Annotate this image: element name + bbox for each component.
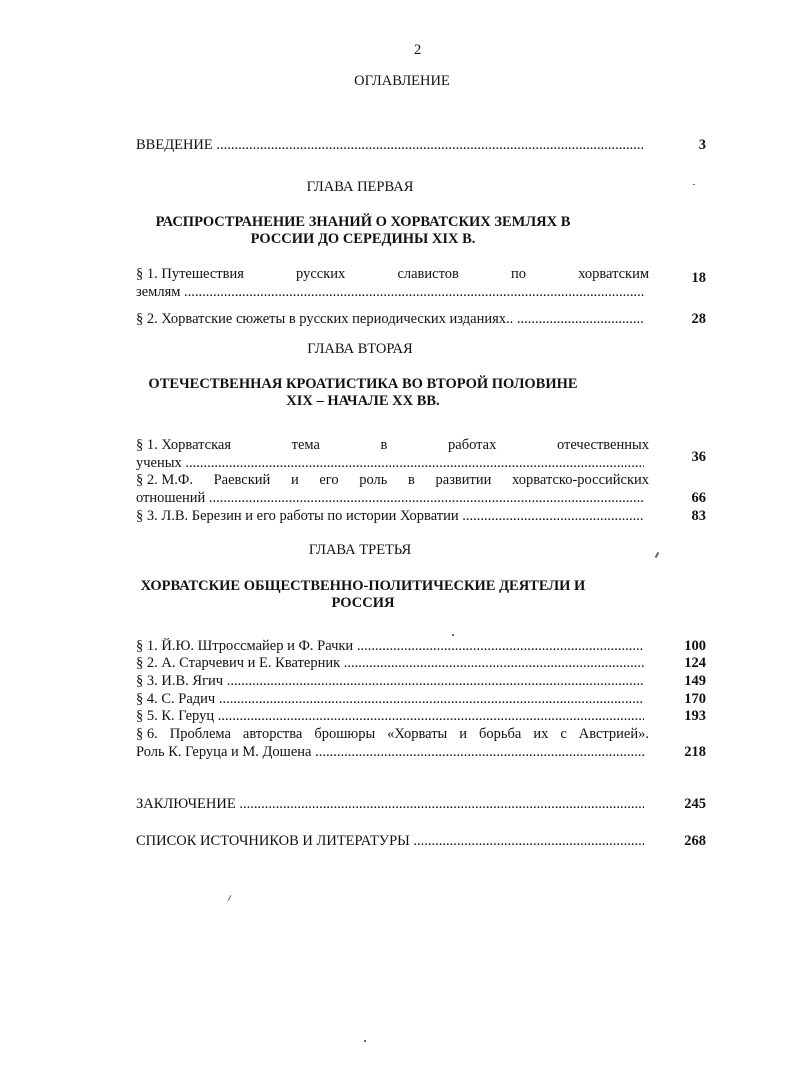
toc-entry-conclusion[interactable]: ЗАКЛЮЧЕНИЕ ..... bbox=[136, 796, 644, 813]
toc-entry-2-1[interactable]: § 1. Хорватская тема в работах отечественных bbox=[136, 437, 649, 453]
toc-page-2-1: 36 bbox=[691, 449, 706, 465]
toc-entry-1-1-line2[interactable]: землям ..... bbox=[136, 284, 644, 301]
toc-entry-1-2[interactable]: § 2. Хорватские сюжеты в русских периодических изданиях.. ..... bbox=[136, 311, 644, 328]
page-number: 2 bbox=[414, 42, 422, 58]
toc-entry-3-3[interactable]: § 3. И.В. Ягич ..... bbox=[136, 673, 644, 690]
chapter-heading-2: ГЛАВА ВТОРАЯ bbox=[307, 341, 413, 357]
scan-speck bbox=[693, 184, 695, 185]
toc-page-3-5: 193 bbox=[684, 708, 706, 724]
chapter-title-3-line2: РОССИЯ bbox=[331, 595, 395, 611]
toc-entry-3-6-line2[interactable]: Роль К. Геруца и М. Дошена ..... bbox=[136, 744, 644, 761]
chapter-title-1-line2: РОССИИ ДО СЕРЕДИНЫ XIX В. bbox=[250, 231, 476, 247]
toc-page-3-2: 124 bbox=[684, 655, 706, 671]
toc-entry-intro[interactable]: ВВЕДЕНИЕ ..... bbox=[136, 137, 644, 154]
toc-entry-2-3[interactable]: § 3. Л.В. Березин и его работы по истории Хорватии ..... bbox=[136, 508, 644, 525]
toc-entry-2-1-line2[interactable]: ученых ..... bbox=[136, 455, 644, 472]
toc-entry-2-2[interactable]: § 2. М.Ф. Раевский и его роль в развитии хорватско-российских bbox=[136, 472, 650, 488]
scan-speck bbox=[364, 1040, 366, 1042]
toc-page-1-1: 18 bbox=[691, 270, 706, 286]
toc-page-intro: 3 bbox=[698, 137, 706, 153]
toc-page-sources: 268 bbox=[684, 833, 706, 849]
chapter-title-2: ОТЕЧЕСТВЕННАЯ КРОАТИСТИКА ВО ВТОРОЙ ПОЛОВИНЕ bbox=[148, 376, 578, 392]
scan-speck bbox=[452, 634, 454, 636]
toc-entry-sources[interactable]: СПИСОК ИСТОЧНИКОВ И ЛИТЕРАТУРЫ ..... bbox=[136, 833, 644, 850]
toc-page-3-1: 100 bbox=[684, 638, 706, 654]
toc-entry-1-1[interactable]: § 1. Путешествия русских славистов по хорватским bbox=[136, 266, 650, 282]
chapter-heading-3: ГЛАВА ТРЕТЬЯ bbox=[308, 542, 412, 558]
toc-page-3-3: 149 bbox=[684, 673, 706, 689]
scan-speck bbox=[228, 895, 232, 901]
toc-page-1-2: 28 bbox=[691, 311, 706, 327]
toc-page-2-3: 83 bbox=[691, 508, 706, 524]
chapter-title-1: РАСПРОСТРАНЕНИЕ ЗНАНИЙ О ХОРВАТСКИХ ЗЕМЛЯХ В bbox=[155, 214, 571, 230]
toc-page-3-6: 218 bbox=[684, 744, 706, 760]
toc-entry-3-5[interactable]: § 5. К. Геруц ..... bbox=[136, 708, 644, 725]
chapter-title-3: ХОРВАТСКИЕ ОБЩЕСТВЕННО-ПОЛИТИЧЕСКИЕ ДЕЯТЕЛИ И bbox=[140, 578, 586, 594]
toc-page-conclusion: 245 bbox=[684, 796, 706, 812]
toc-entry-3-4[interactable]: § 4. С. Радич ..... bbox=[136, 691, 644, 708]
toc-entry-2-2-line2[interactable]: отношений ..... bbox=[136, 490, 644, 507]
page-title: ОГЛАВЛЕНИЕ bbox=[354, 73, 450, 89]
chapter-heading-1: ГЛАВА ПЕРВАЯ bbox=[306, 179, 414, 195]
toc-entry-3-1[interactable]: § 1. Й.Ю. Штроссмайер и Ф. Рачки ..... bbox=[136, 638, 644, 655]
toc-page-2-2: 66 bbox=[691, 490, 706, 506]
toc-entry-3-6[interactable]: § 6. Проблема авторства брошюры «Хорваты и борьба их с Австрией». bbox=[136, 726, 649, 742]
toc-entry-3-2[interactable]: § 2. А. Старчевич и Е. Кватерник ..... bbox=[136, 655, 644, 672]
chapter-title-2-line2: XIX – НАЧАЛЕ XX ВВ. bbox=[286, 393, 440, 409]
toc-page-3-4: 170 bbox=[684, 691, 706, 707]
